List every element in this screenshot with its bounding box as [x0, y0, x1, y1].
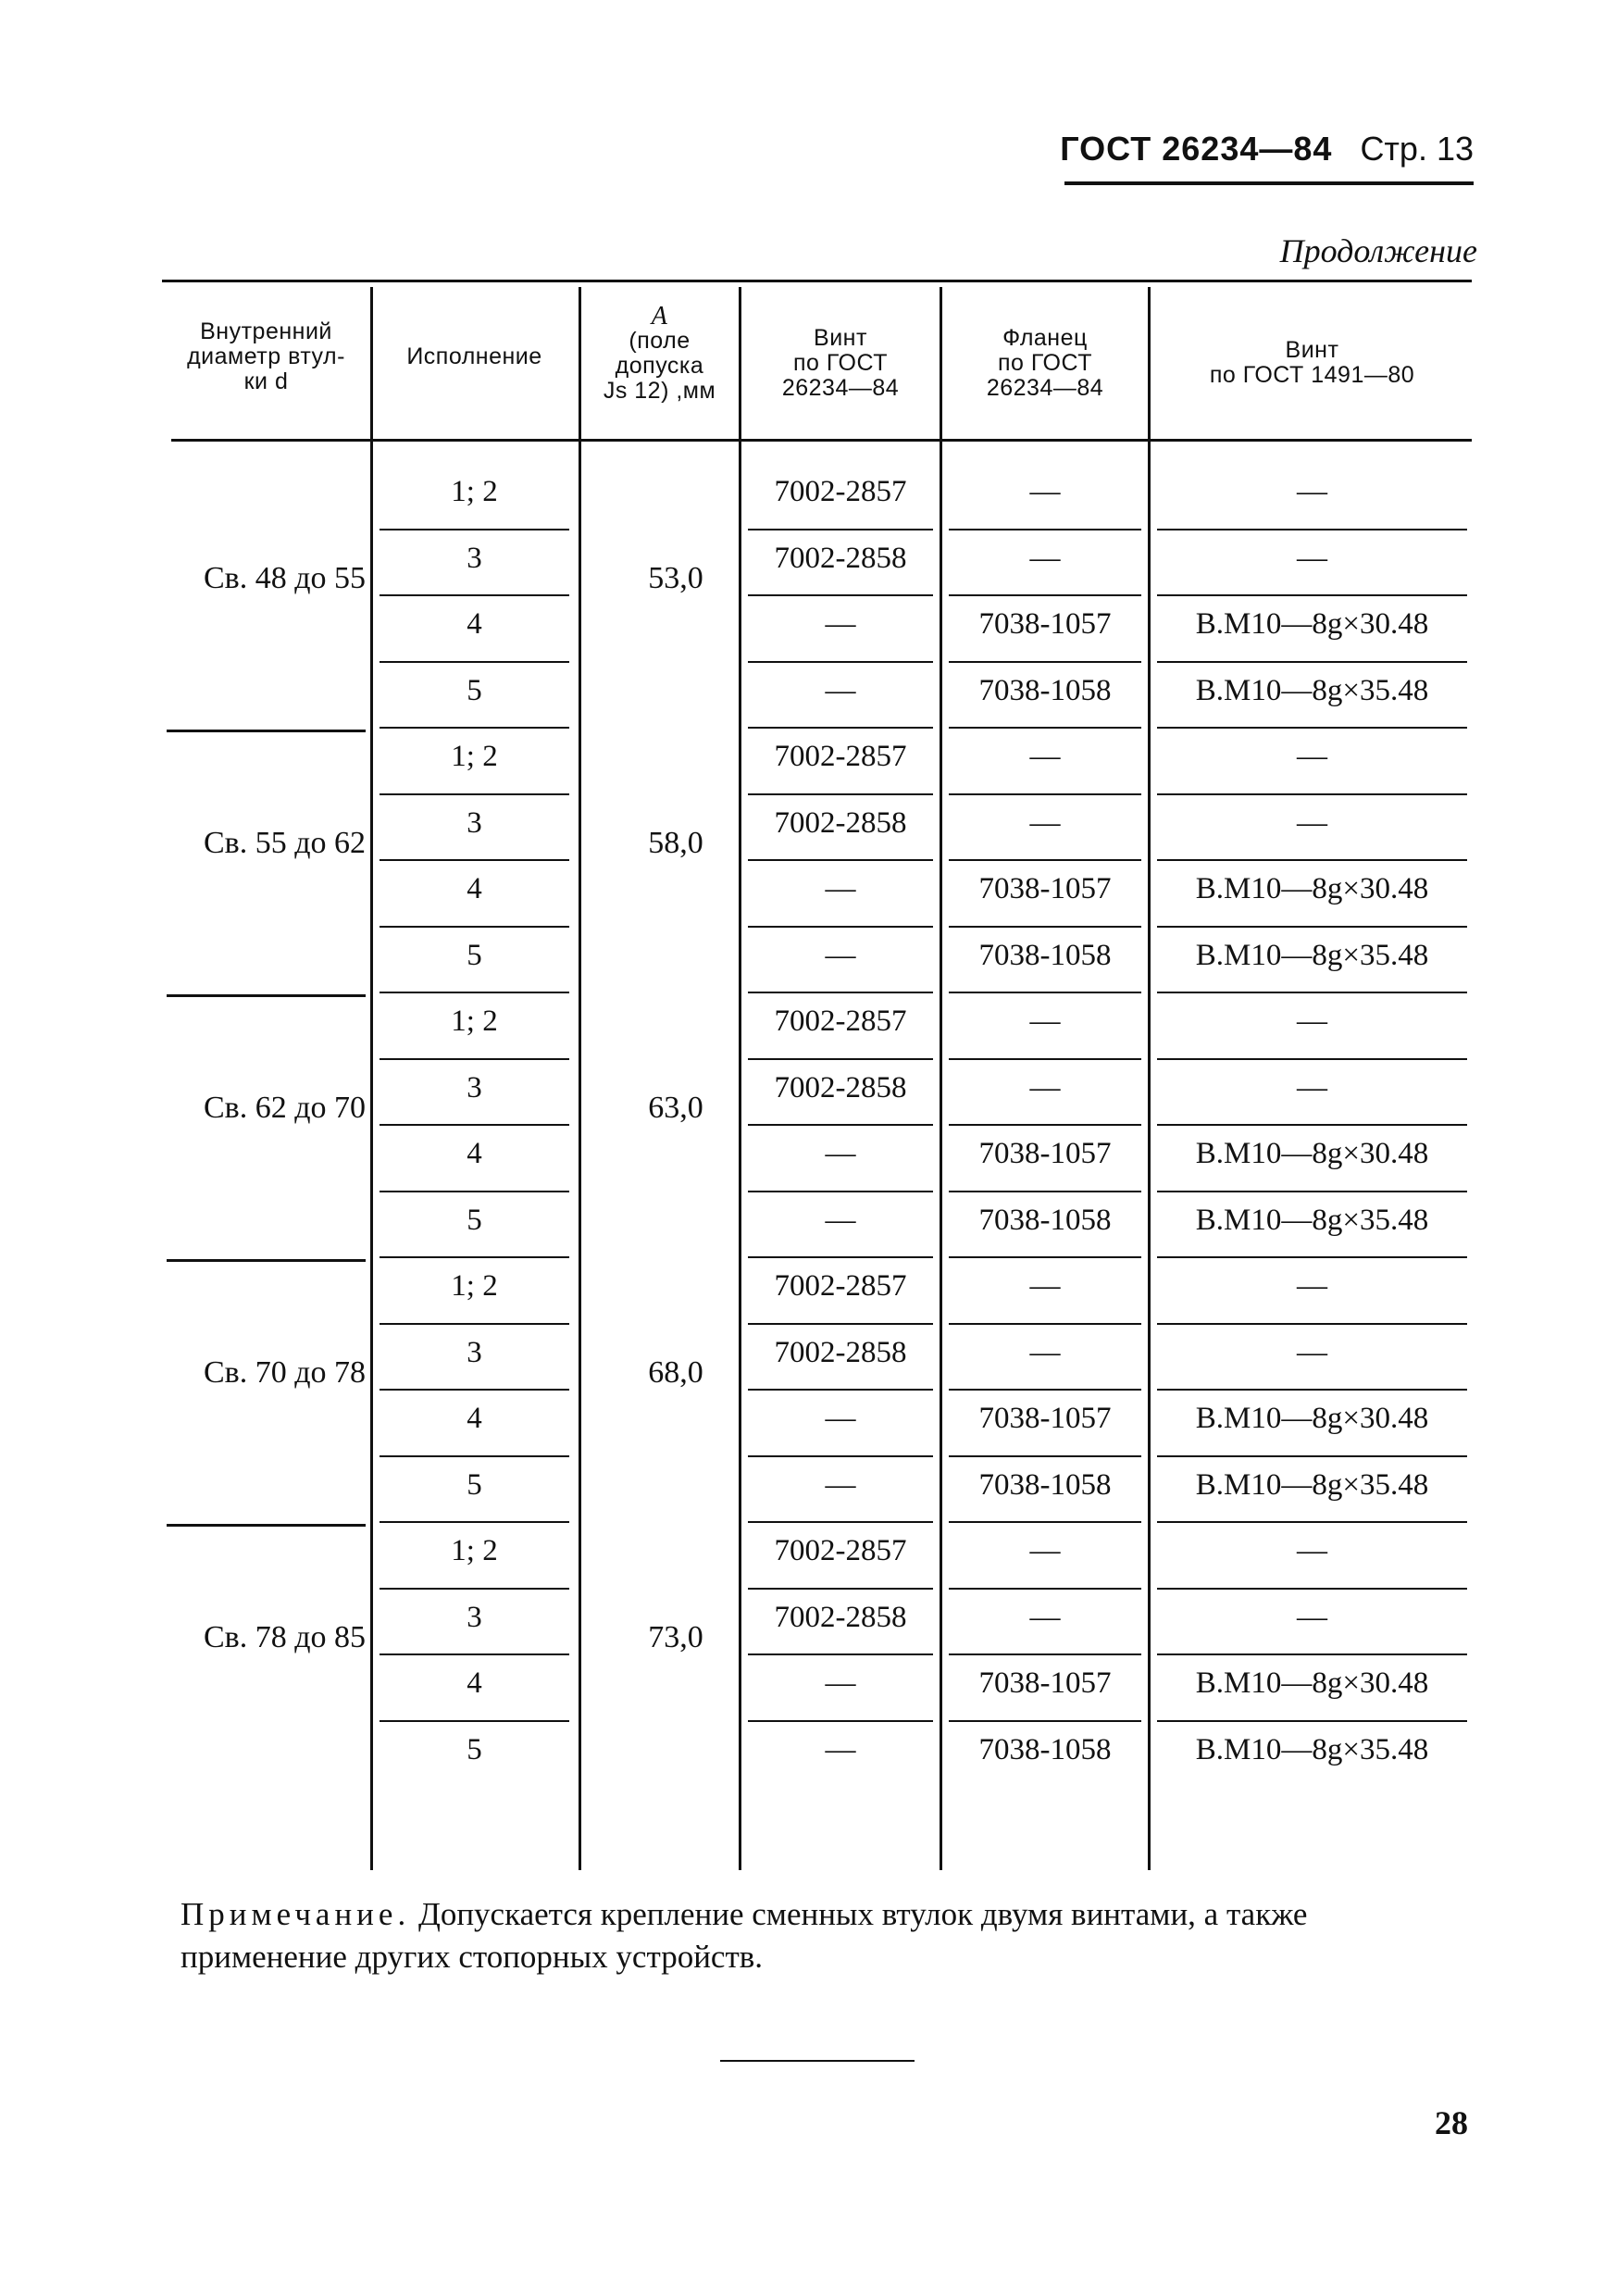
col-header-A: A (поле допуска Js 12) ,мм [603, 302, 716, 404]
row-rule [1157, 1124, 1467, 1126]
cell-vint2: В.М10—8g×30.48 [1195, 1402, 1429, 1435]
group-A-value: 63,0 [648, 1091, 703, 1125]
cell-vint: — [825, 607, 856, 641]
row-rule [1157, 1455, 1467, 1457]
row-rule [949, 1323, 1141, 1325]
cell-vint2: — [1297, 1269, 1327, 1303]
row-rule [380, 1720, 569, 1722]
cell-vint: — [825, 1666, 856, 1700]
row-rule [380, 529, 569, 530]
group-range-label: Св. 55 до 62 [203, 826, 366, 860]
cell-vint: 7002-2858 [774, 541, 907, 575]
col-header-ispolnenie: Исполнение [406, 343, 542, 369]
row-rule [748, 1455, 933, 1457]
cell-flanec: 7038-1057 [978, 872, 1112, 905]
group-range-label: Св. 70 до 78 [203, 1355, 366, 1390]
group-range-label: Св. 78 до 85 [203, 1620, 366, 1654]
cell-vint2: В.М10—8g×35.48 [1195, 1467, 1429, 1502]
row-rule [748, 1653, 933, 1655]
row-rule [748, 926, 933, 928]
cell-vint2: — [1297, 1070, 1327, 1104]
cell-isp: 4 [467, 872, 482, 905]
row-rule [1157, 1191, 1467, 1192]
cell-flanec: 7038-1057 [978, 1666, 1112, 1700]
row-rule [748, 1521, 933, 1523]
row-rule [1157, 1720, 1467, 1722]
cell-vint2: В.М10—8g×35.48 [1195, 938, 1429, 972]
row-rule [380, 992, 569, 993]
row-rule [949, 859, 1141, 861]
cell-flanec: — [1029, 805, 1061, 840]
cell-vint2: В.М10—8g×35.48 [1195, 673, 1429, 707]
row-rule [1157, 594, 1467, 596]
cell-flanec: 7038-1058 [978, 1467, 1112, 1502]
row-rule [1157, 1256, 1467, 1258]
cell-vint2: В.М10—8g×30.48 [1195, 607, 1429, 641]
cell-vint: — [825, 1467, 856, 1502]
col-header-vint-1491: Винт по ГОСТ 1491—80 [1209, 337, 1415, 388]
end-rule [720, 2060, 915, 2062]
cell-isp: 4 [467, 1137, 482, 1170]
cell-flanec: — [1029, 1534, 1061, 1567]
row-rule [748, 661, 933, 663]
row-rule [748, 793, 933, 795]
cell-vint: 7002-2858 [774, 1070, 907, 1104]
cell-vint2: В.М10—8g×30.48 [1195, 872, 1429, 905]
cell-vint2: В.М10—8g×30.48 [1195, 1666, 1429, 1700]
cell-vint2: — [1297, 1600, 1327, 1634]
standard-number: ГОСТ 26234—84 [1060, 130, 1333, 168]
cell-vint: — [825, 872, 856, 905]
cell-isp: 1; 2 [451, 1269, 498, 1303]
cell-vint2: В.М10—8g×35.48 [1195, 1732, 1429, 1766]
cell-vint2: — [1297, 805, 1327, 840]
cell-isp: 5 [467, 1732, 482, 1766]
row-rule [380, 1653, 569, 1655]
row-rule [748, 859, 933, 861]
col-header-vint: Винт по ГОСТ 26234—84 [781, 325, 900, 401]
cell-flanec: — [1029, 1335, 1061, 1369]
note-label: Примечание. [180, 1896, 411, 1932]
cell-flanec: — [1029, 541, 1061, 575]
row-rule [949, 926, 1141, 928]
row-rule [949, 1058, 1141, 1060]
row-rule [1157, 1058, 1467, 1060]
row-rule [748, 1720, 933, 1722]
column-divider [940, 287, 942, 1870]
row-rule [949, 1124, 1141, 1126]
header-rule [1064, 181, 1474, 185]
row-rule [949, 1389, 1141, 1391]
row-rule [1157, 1323, 1467, 1325]
cell-isp: 5 [467, 1467, 482, 1502]
row-rule [949, 661, 1141, 663]
cell-vint: 7002-2857 [774, 475, 907, 508]
cell-isp: 5 [467, 673, 482, 707]
row-rule [1157, 1653, 1467, 1655]
cell-vint: — [825, 1732, 856, 1766]
page-header [1060, 130, 1474, 168]
cell-vint: 7002-2857 [774, 740, 907, 773]
group-A-value: 53,0 [648, 561, 703, 595]
row-rule [949, 529, 1141, 530]
row-rule [380, 1521, 569, 1523]
cell-flanec: 7038-1057 [978, 607, 1112, 641]
row-rule [748, 727, 933, 729]
cell-vint2: — [1297, 740, 1327, 773]
cell-vint: 7002-2857 [774, 1269, 907, 1303]
row-rule [380, 859, 569, 861]
cell-vint: — [825, 1402, 856, 1435]
cell-vint2: — [1297, 1335, 1327, 1369]
row-rule [1157, 1588, 1467, 1590]
group-divider [167, 1524, 366, 1527]
row-rule [949, 1191, 1141, 1192]
row-rule [380, 1323, 569, 1325]
row-rule [1157, 727, 1467, 729]
row-rule [748, 1256, 933, 1258]
continuation-label: Продолжение [1279, 232, 1477, 269]
group-divider [167, 1259, 366, 1262]
page-label: Стр. 13 [1360, 130, 1474, 168]
col-header-flanec: Фланец по ГОСТ 26234—84 [986, 325, 1104, 401]
col-header-diameter: Внутренний диаметр втул- ки d [187, 318, 345, 394]
row-rule [1157, 1521, 1467, 1523]
row-rule [380, 1588, 569, 1590]
cell-isp: 1; 2 [451, 475, 498, 508]
cell-vint: 7002-2858 [774, 1600, 907, 1634]
row-rule [949, 1720, 1141, 1722]
cell-vint: — [825, 673, 856, 707]
row-rule [748, 992, 933, 993]
page-number: 28 [1435, 2104, 1468, 2141]
cell-isp: 4 [467, 1666, 482, 1700]
cell-isp: 3 [467, 1335, 482, 1369]
row-rule [380, 661, 569, 663]
row-rule [380, 1191, 569, 1192]
cell-flanec: 7038-1058 [978, 673, 1112, 707]
row-rule [380, 1058, 569, 1060]
row-rule [380, 1389, 569, 1391]
cell-isp: 5 [467, 1203, 482, 1237]
row-rule [949, 727, 1141, 729]
cell-isp: 3 [467, 541, 482, 575]
group-A-value: 68,0 [648, 1355, 703, 1390]
cell-isp: 4 [467, 607, 482, 641]
cell-vint2: В.М10—8g×30.48 [1195, 1137, 1429, 1170]
cell-isp: 4 [467, 1402, 482, 1435]
cell-flanec: 7038-1058 [978, 938, 1112, 972]
cell-vint: 7002-2858 [774, 1335, 907, 1369]
cell-isp: 5 [467, 938, 482, 972]
note [180, 1893, 1472, 1978]
cell-flanec: — [1029, 1600, 1061, 1634]
row-rule [1157, 1389, 1467, 1391]
group-range-label: Св. 48 до 55 [203, 561, 366, 595]
row-rule [1157, 926, 1467, 928]
cell-flanec: — [1029, 1269, 1061, 1303]
row-rule [380, 926, 569, 928]
cell-vint: 7002-2857 [774, 1534, 907, 1567]
cell-flanec: 7038-1058 [978, 1203, 1112, 1237]
row-rule [380, 727, 569, 729]
row-rule [748, 1389, 933, 1391]
row-rule [1157, 793, 1467, 795]
row-rule [748, 529, 933, 530]
cell-isp: 1; 2 [451, 740, 498, 773]
row-rule [1157, 661, 1467, 663]
row-rule [380, 594, 569, 596]
cell-vint: 7002-2858 [774, 805, 907, 840]
cell-vint: — [825, 938, 856, 972]
row-rule [1157, 992, 1467, 993]
row-rule [748, 1191, 933, 1192]
cell-flanec: 7038-1058 [978, 1732, 1112, 1766]
row-rule [748, 1124, 933, 1126]
row-rule [1157, 859, 1467, 861]
group-A-value: 58,0 [648, 826, 703, 860]
table-top-rule [162, 280, 1472, 282]
cell-vint2: — [1297, 541, 1327, 575]
row-rule [949, 1256, 1141, 1258]
cell-flanec: — [1029, 1070, 1061, 1104]
row-rule [380, 793, 569, 795]
cell-vint2: — [1297, 475, 1327, 508]
cell-flanec: 7038-1057 [978, 1137, 1112, 1170]
row-rule [949, 1653, 1141, 1655]
cell-vint: — [825, 1137, 856, 1170]
cell-vint2: — [1297, 1004, 1327, 1038]
cell-isp: 1; 2 [451, 1004, 498, 1038]
cell-vint: — [825, 1203, 856, 1237]
row-rule [949, 1455, 1141, 1457]
row-rule [949, 793, 1141, 795]
group-divider [167, 994, 366, 997]
cell-isp: 1; 2 [451, 1534, 498, 1567]
row-rule [949, 594, 1141, 596]
group-range-label: Св. 62 до 70 [203, 1091, 366, 1125]
row-rule [949, 1588, 1141, 1590]
row-rule [380, 1256, 569, 1258]
cell-flanec: — [1029, 475, 1061, 508]
row-rule [748, 1588, 933, 1590]
cell-vint: 7002-2857 [774, 1004, 907, 1038]
cell-vint2: В.М10—8g×35.48 [1195, 1203, 1429, 1237]
row-rule [949, 992, 1141, 993]
row-rule [380, 1455, 569, 1457]
note-text: Допускается крепление сменных втулок двумя винтами, а также применение других стопорных устройств. [180, 1896, 1308, 1975]
cell-flanec: 7038-1057 [978, 1402, 1112, 1435]
cell-isp: 3 [467, 1600, 482, 1634]
cell-flanec: — [1029, 1004, 1061, 1038]
column-divider [1148, 287, 1151, 1870]
cell-isp: 3 [467, 805, 482, 840]
row-rule [748, 1058, 933, 1060]
group-divider [167, 730, 366, 732]
cell-isp: 3 [467, 1070, 482, 1104]
column-divider [370, 287, 373, 1870]
row-rule [949, 1521, 1141, 1523]
group-A-value: 73,0 [648, 1620, 703, 1654]
cell-flanec: — [1029, 740, 1061, 773]
cell-vint2: — [1297, 1534, 1327, 1567]
row-rule [1157, 529, 1467, 530]
table-header-rule [171, 439, 1472, 442]
row-rule [380, 1124, 569, 1126]
row-rule [748, 594, 933, 596]
row-rule [748, 1323, 933, 1325]
